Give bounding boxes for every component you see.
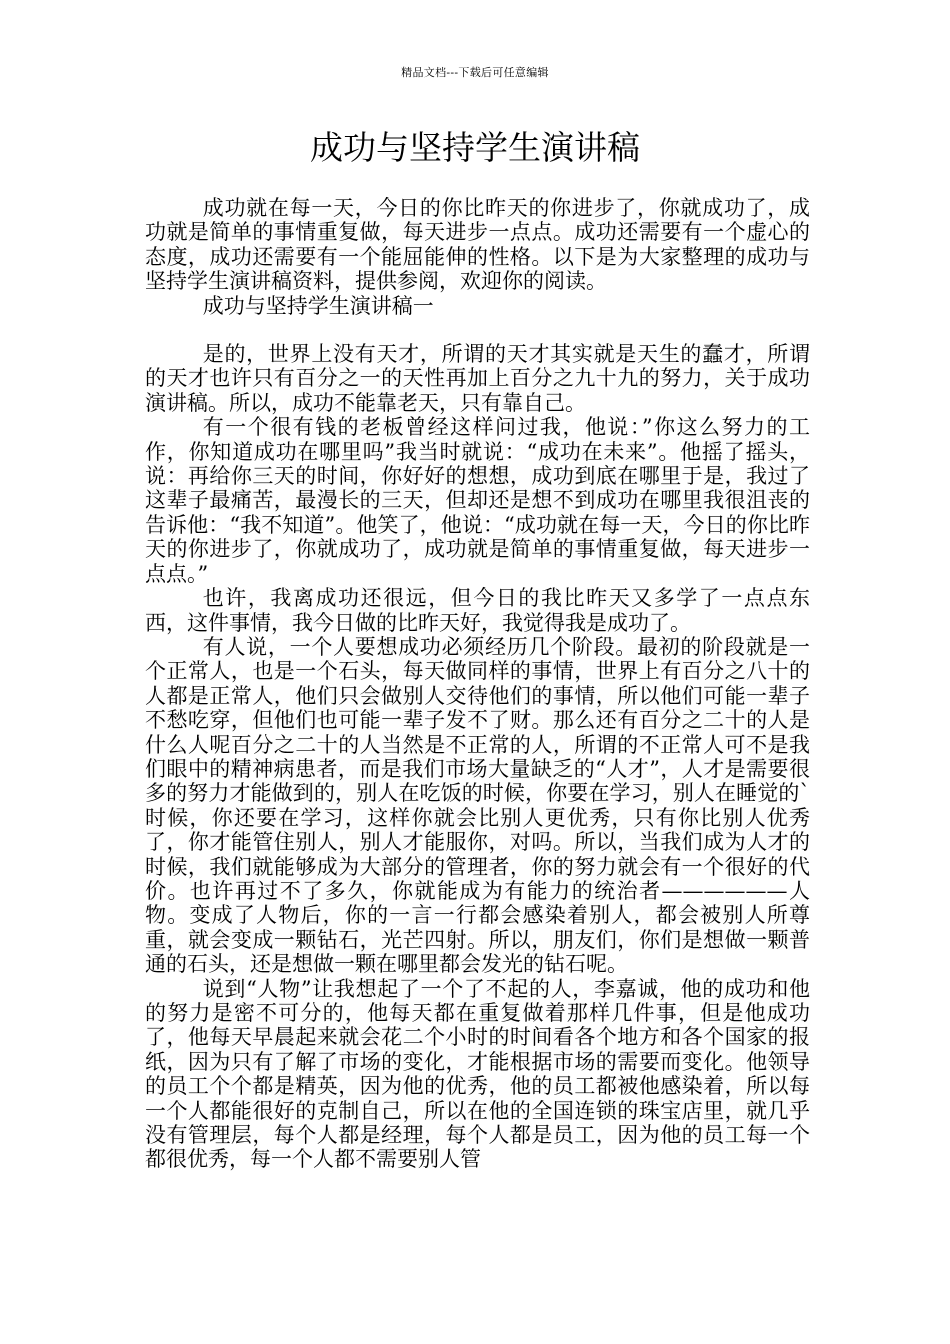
body-paragraph-5: 说到“人物”让我想起了一个了不起的人，李嘉诚，他的成功和他的努力是密不可分的，他每天都在重复做着那样几件事，但是他成功了，他每天早晨起来就会花二个小时的时间看各个地方和各个国家的报纸，因为只有了解了市场的变化，才能根据市场的需要而变化。他领导的员工个个都是精英，因为他的优秀，他的员工都被他感染着，所以每一个人都能很好的克制自己，所以在他的全国连锁的珠宝店里，就几乎没有管理层，每个人都是经理，每个人都是员工，因为他的员工每一个都很优秀，每一个人都不需要别人管	[145, 976, 810, 1172]
document-body	[145, 196, 810, 1172]
body-paragraph-3: 也许，我离成功还很远，但今日的我比昨天又多学了一点点东西，这件事情，我今日做的比昨天好，我觉得我是成功了。	[145, 586, 810, 635]
body-paragraph-4: 有人说，一个人要想成功必须经历几个阶段。最初的阶段就是一个正常人，也是一个石头，每天做同样的事情，世界上有百分之八十的人都是正常人，他们只会做别人交待他们的事情，所以他们可能一辈子不愁吃穿，但他们也可能一辈子发不了财。那么还有百分之二十的人是什么人呢百分之二十的人当然是不正常的人，所谓的不正常人可不是我们眼中的精神病患者，而是我们市场大量缺乏的“人才”，人才是需要很多的努力才能做到的，别人在吃饭的时候，你要在学习，别人在睡觉的`时候，你还要在学习，这样你就会比别人更优秀，只有你比别人优秀了，你才能管住别人，别人才能服你，对吗。所以，当我们成为人才的时候，我们就能够成为大部分的管理者，你的努力就会有一个很好的代价。也许再过不了多久，你就能成为有能力的统治者——————人物。变成了人物后，你的一言一行都会感染着别人，都会被别人所尊重，就会变成一颗钻石，光芒四射。所以，朋友们，你们是想做一颗普通的石头，还是想做一颗在哪里都会发光的钻石呢。	[145, 634, 810, 977]
blank-line	[145, 318, 810, 342]
section-subheading: 成功与坚持学生演讲稿一	[202, 293, 434, 318]
body-paragraph-1: 是的，世界上没有天才，所谓的天才其实就是天生的蠢才，所谓的天才也许只有百分之一的天性再加上百分之九十九的努力，关于成功演讲稿。所以，成功不能靠老天，只有靠自己。	[145, 342, 810, 415]
page-title: 成功与坚持学生演讲稿	[310, 128, 640, 167]
intro-paragraph: 成功就在每一天，今日的你比昨天的你进步了，你就成功了，成功就是简单的事情重复做，每天进步一点点。成功还需要有一个虚心的态度，成功还需要有一个能屈能伸的性格。以下是为大家整理的成功与坚持学生演讲稿资料，提供参阅，欢迎你的阅读。	[145, 196, 810, 294]
header-note: 精品文档---下载后可任意编辑	[401, 66, 549, 79]
body-paragraph-2: 有一个很有钱的老板曾经这样问过我，他说：”你这么努力的工作，你知道成功在哪里吗”我当时就说：“成功在未来”。他摇了摇头，说：再给你三天的时间，你好好的想想，成功到底在哪里于是，我过了这辈子最痛苦，最漫长的三天，但却还是想不到成功在哪里我很沮丧的告诉他：“我不知道”。他笑了，他说：“成功就在每一天，今日的你比昨天的你进步了，你就成功了，成功就是简单的事情重复做，每天进步一点点。”	[145, 415, 810, 586]
